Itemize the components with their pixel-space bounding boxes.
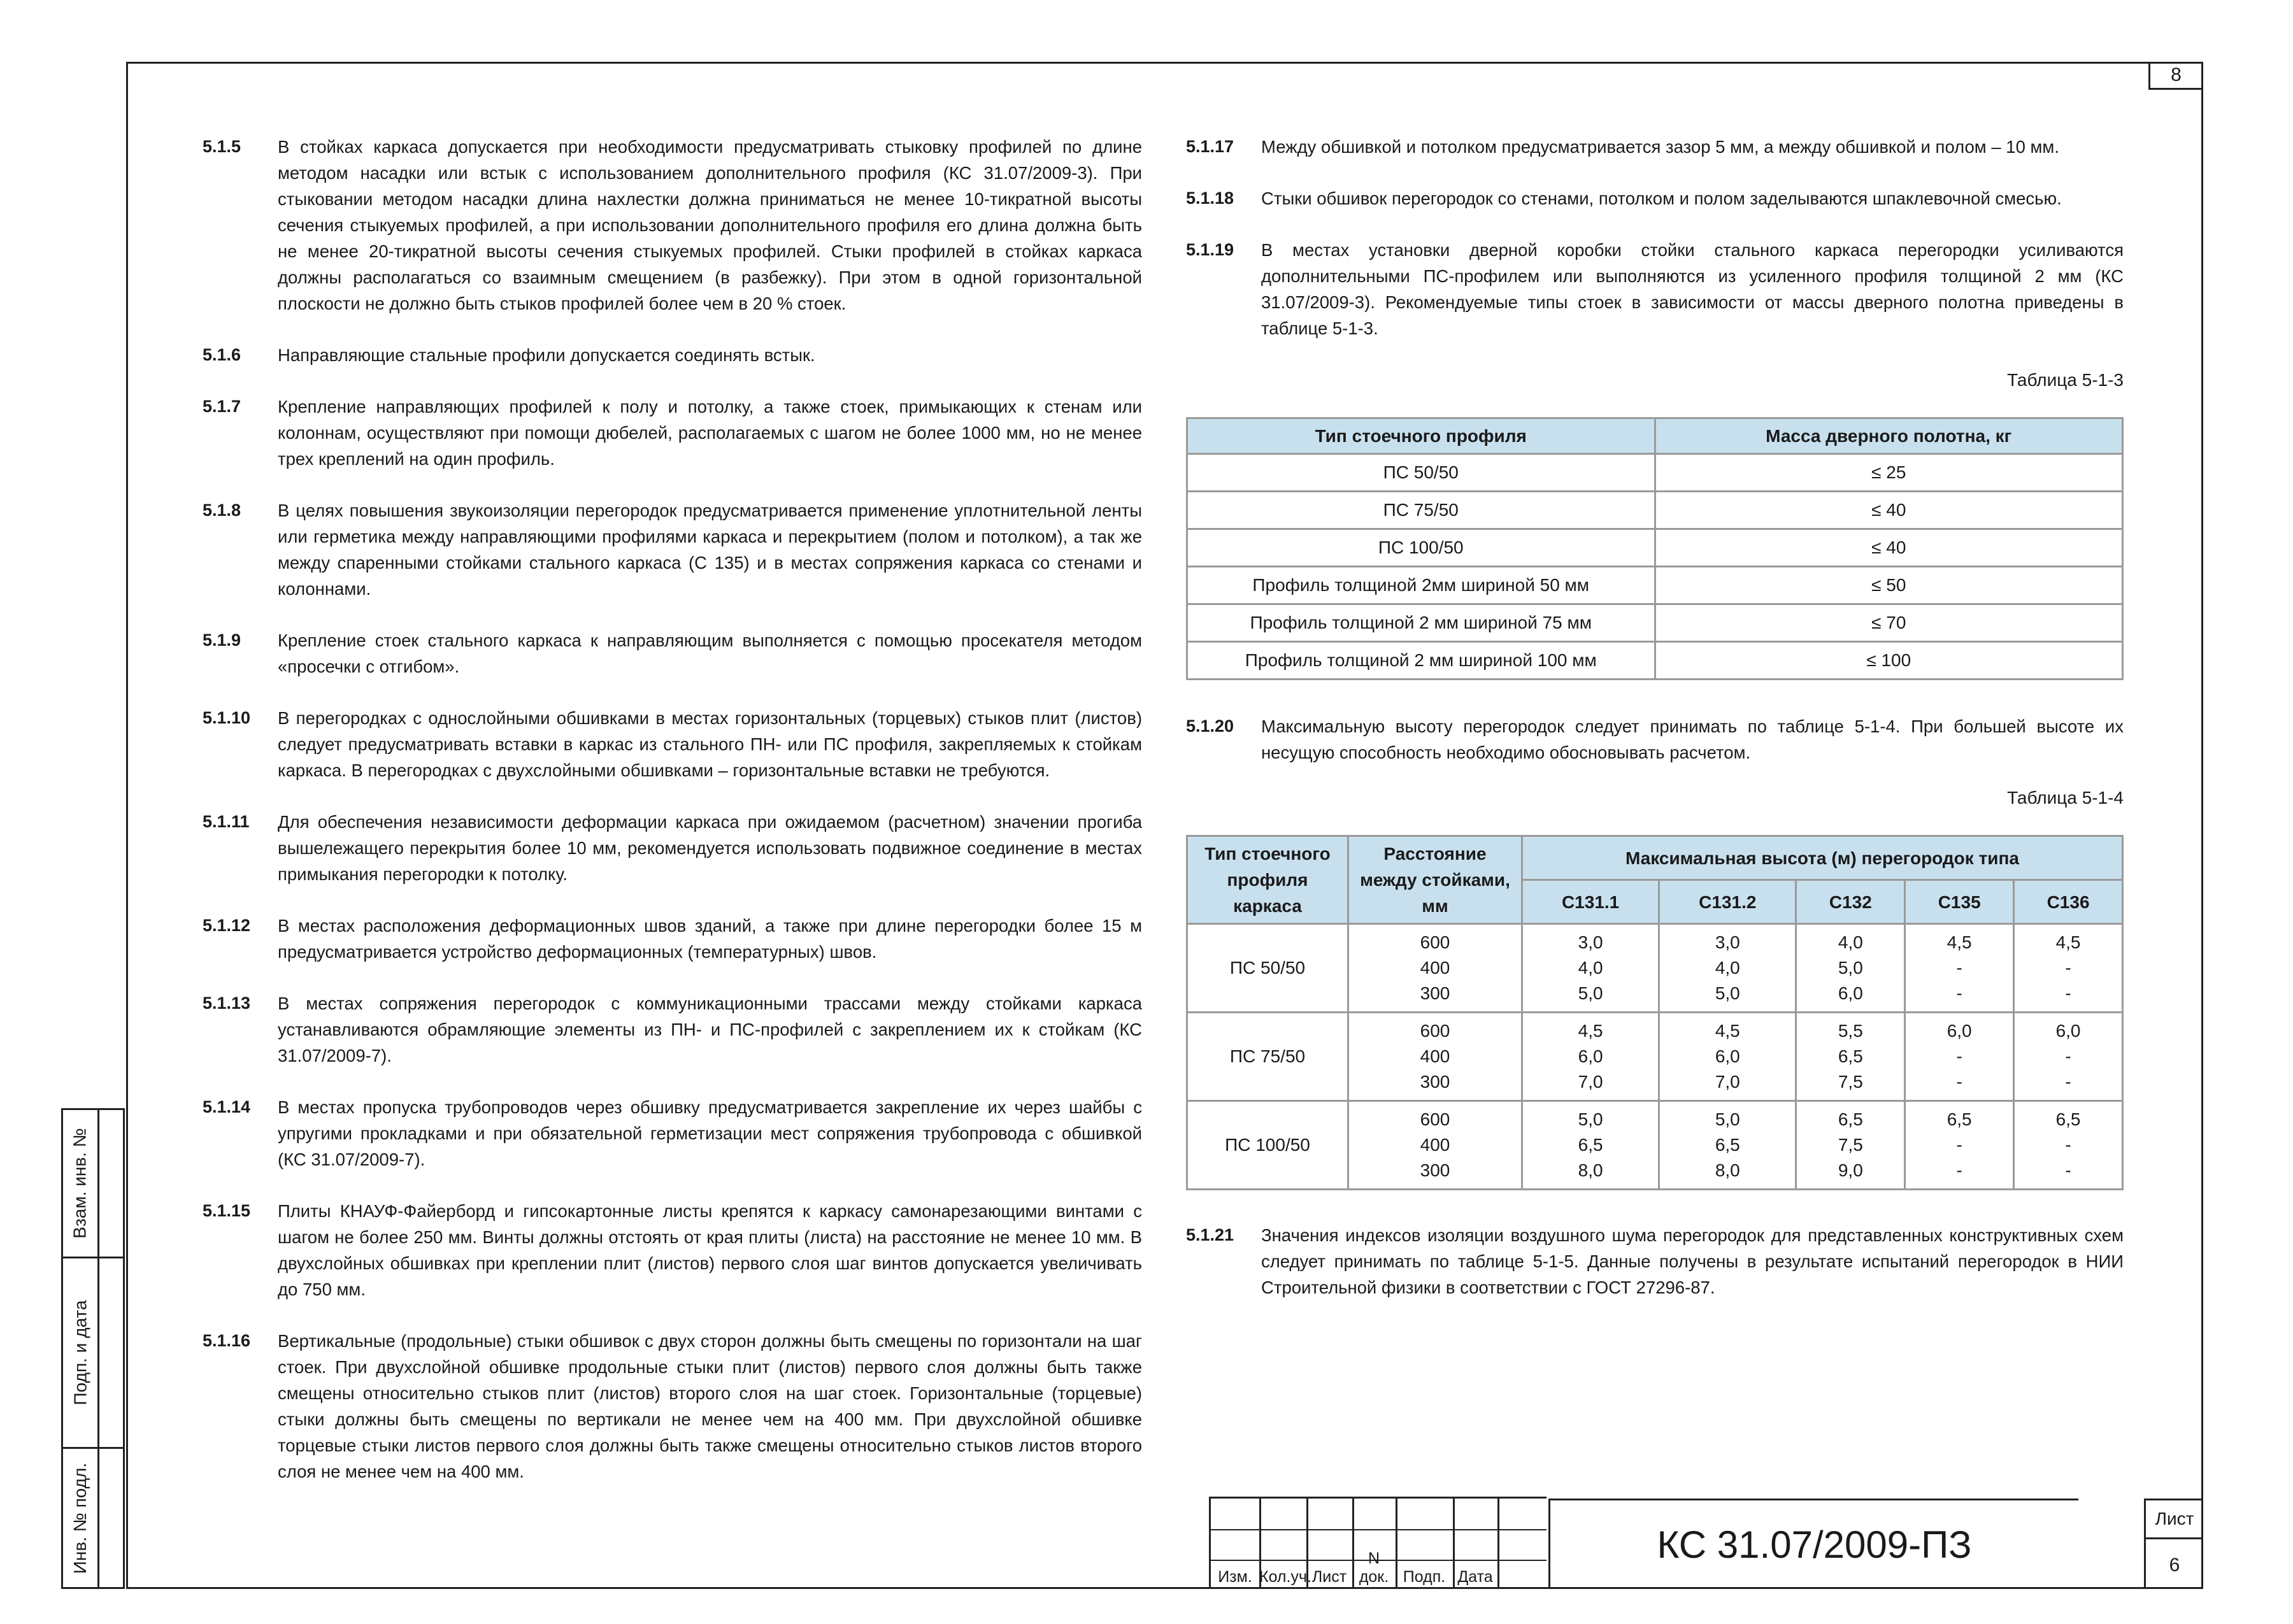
table-cell: 4,5 - - — [2014, 924, 2123, 1013]
table-cell: ПС 75/50 — [1187, 1013, 1348, 1101]
table-cell: Профиль толщиной 2мм шириной 50 мм — [1187, 567, 1655, 604]
paragraph-number: 5.1.5 — [203, 137, 241, 156]
paragraph-number: 5.1.15 — [203, 1201, 251, 1220]
paragraph-text: Крепление стоек стального каркаса к направляющим выполняется с помощью просекателя методом «просечки с отгибом». — [278, 630, 1142, 676]
paragraph — [1186, 185, 2124, 211]
table-cell: 3,0 4,0 5,0 — [1659, 924, 1796, 1013]
paragraph-number: 5.1.8 — [203, 501, 241, 520]
paragraph-text: Крепление направляющих профилей к полу и потолку, а также стоек, примыкающих к стенам или колоннам, осуществляют при помощи дюбелей, располагаемых с шагом не более 1000 мм, но не менее трех креплений на один профиль. — [278, 397, 1142, 469]
paragraph — [203, 990, 1142, 1069]
paragraph-text: Вертикальные (продольные) стыки обшивок с двух сторон должны быть смещены по горизонтали на шаг стоек. При двухслойной обшивке продольные стыки плит (листов) первого слоя должны быть также смещены относительно стыков плит (листов) второго слоя на шаг стоек. Горизонтальные (торцевые) стыки должны быть смещены по вертикали не менее чем на 400 мм. При двухслойной обшивке торцевые стыки листов первого слоя должны быть также смещены относительно стыков листов второго слоя не менее чем на 400 мм. — [278, 1331, 1142, 1481]
table-cell: 600 400 300 — [1348, 1013, 1522, 1101]
table-cell: 3,0 4,0 5,0 — [1522, 924, 1659, 1013]
stamp-label: Подп. — [1403, 1568, 1446, 1586]
table-subheader: С132 — [1796, 880, 1905, 924]
table-row — [1187, 492, 2123, 529]
stamp-label: Лист — [1311, 1568, 1347, 1586]
table-header: Тип стоечного профиля — [1187, 418, 1655, 454]
table-row — [1187, 529, 2123, 567]
table-cell: ПС 100/50 — [1187, 1101, 1348, 1190]
table-cell: 5,0 6,5 8,0 — [1522, 1101, 1659, 1190]
sheet-number: 6 — [2169, 1555, 2180, 1576]
table-row — [1187, 1013, 2123, 1101]
table-cell: ПС 50/50 — [1187, 454, 1655, 492]
paragraph — [203, 627, 1142, 680]
paragraph — [203, 497, 1142, 602]
paragraph-text: Направляющие стальные профили допускается соединять встык. — [278, 345, 815, 365]
table-cell: Профиль толщиной 2 мм шириной 75 мм — [1187, 604, 1655, 642]
paragraph — [203, 705, 1142, 783]
left-column — [203, 134, 1142, 1510]
table-cell: 4,0 5,0 6,0 — [1796, 924, 1905, 1013]
paragraph-number: 5.1.11 — [203, 812, 250, 831]
table-cell: ПС 100/50 — [1187, 529, 1655, 567]
table-cell: ≤ 50 — [1655, 567, 2123, 604]
table-5-1-3-caption: Таблица 5-1-3 — [2007, 370, 2124, 390]
paragraph-number: 5.1.18 — [1186, 189, 1234, 208]
side-label: Взам. инв. № — [70, 1128, 90, 1239]
door-mass-table — [1186, 417, 2124, 680]
table-5-1-4-caption: Таблица 5-1-4 — [2007, 788, 2124, 808]
paragraph-text: В местах пропуска трубопроводов через обшивку предусматривается закрепление их через шайбы с упругими прокладками и при обязательной герметизации мест сопряжения трубопровода с обшивкой (КС 31.07/2009-7). — [278, 1097, 1142, 1169]
paragraph — [1186, 1222, 2124, 1300]
paragraph — [1186, 134, 2124, 160]
paragraph-text: Стыки обшивок перегородок со стенами, потолком и полом заделываются шпаклевочной смесью. — [1261, 189, 2062, 208]
right-column — [1186, 134, 2124, 1326]
table-cell: 5,5 6,5 7,5 — [1796, 1013, 1905, 1101]
paragraph-number: 5.1.12 — [203, 916, 251, 935]
paragraph — [203, 1094, 1142, 1172]
table-cell: ≤ 25 — [1655, 454, 2123, 492]
revision-grid — [1209, 1497, 1547, 1589]
paragraph-number: 5.1.14 — [203, 1097, 251, 1116]
table-cell: 6,5 - - — [2014, 1101, 2123, 1190]
paragraph-number: 5.1.10 — [203, 708, 251, 727]
paragraph-text: Для обеспечения независимости деформации каркаса при ожидаемом (расчетном) значении прогиба вышележащего перекрытия более 10 мм, рекомендуется использовать подвижное соединение в местах примыкания перегородки к потолку. — [278, 812, 1142, 884]
paragraph-number: 5.1.16 — [203, 1331, 251, 1350]
paragraph-text: В перегородках с однослойными обшивками в местах горизонтальных (торцевых) стыков плит (листов) следует предусматривать вставки в каркас из стального ПН- или ПС профиля, закрепляемых к стойкам каркаса. В перегородках с двухслойными обшивками – горизонтальные вставки не требуются. — [278, 708, 1142, 780]
table-cell: ≤ 40 — [1655, 529, 2123, 567]
paragraph-number: 5.1.21 — [1186, 1225, 1234, 1244]
table-cell: 600 400 300 — [1348, 1101, 1522, 1190]
paragraph-number: 5.1.17 — [1186, 137, 1234, 156]
paragraph-number: 5.1.13 — [203, 994, 251, 1013]
sheet-box — [2144, 1499, 2203, 1589]
stamp-label: Изм. — [1218, 1568, 1252, 1586]
table-subheader: С136 — [2014, 880, 2123, 924]
side-label: Подп. и дата — [70, 1300, 90, 1406]
table-subheader: С135 — [1905, 880, 2014, 924]
paragraph-text: В местах установки дверной коробки стойки стального каркаса перегородки усиливаются дополнительными ПС-профилем или выполняются из усиленного профиля толщиной 2 мм (КС 31.07/2009-3). Рекомендуемые типы стоек в зависимости от массы дверного полотна приведены в таблице 5-1-3. — [1261, 240, 2124, 338]
table-subheader: С131.2 — [1659, 880, 1796, 924]
table-cell: Профиль толщиной 2 мм шириной 100 мм — [1187, 642, 1655, 680]
paragraph-number: 5.1.9 — [203, 630, 241, 650]
table-cell: 600 400 300 — [1348, 924, 1522, 1013]
paragraph-text: Максимальную высоту перегородок следует принимать по таблице 5-1-4. При большей высоте их несущую способность необходимо обосновывать расчетом. — [1261, 716, 2124, 762]
paragraph-text: Между обшивкой и потолком предусматривается зазор 5 мм, а между обшивкой и полом – 10 мм. — [1261, 137, 2059, 157]
paragraph-number: 5.1.7 — [203, 397, 241, 416]
table-cell: ПС 75/50 — [1187, 492, 1655, 529]
paragraph — [203, 134, 1142, 317]
stamp-label: Кол.уч. — [1259, 1568, 1311, 1586]
table-row — [1187, 604, 2123, 642]
table-header: Масса дверного полотна, кг — [1655, 418, 2123, 454]
table-cell: 4,5 6,0 7,0 — [1659, 1013, 1796, 1101]
title-block — [1209, 1497, 2203, 1589]
paragraph-number: 5.1.20 — [1186, 716, 1234, 736]
paragraph — [1186, 237, 2124, 341]
table-cell: ≤ 70 — [1655, 604, 2123, 642]
paragraph-text: В стойках каркаса допускается при необходимости предусматривать стыковку профилей по длине методом насадки или встык с использованием дополнительного профиля (КС 31.07/2009-3). При стыковании методом насадки длина нахлестки должна приниматься не менее 10-тикратной высоты сечения стыкуемых профилей, а при использовании дополнительного профиля его длина должна быть не менее 20-тикратной высоты сечения стыкуемых профилей. Стыки профилей в стойках каркаса должны располагаться со взаимным смещением (в разбежку). При этом в одной горизонтальной плоскости не должно быть стыков профилей более чем в 20 % стоек. — [278, 137, 1142, 313]
stamp-label: Дата — [1457, 1568, 1493, 1586]
side-stamp-inv — [61, 1447, 125, 1589]
paragraph-number: 5.1.6 — [203, 345, 241, 364]
table-cell: ≤ 40 — [1655, 492, 2123, 529]
max-height-table — [1186, 835, 2124, 1190]
paragraph-text: В местах сопряжения перегородок с коммуникационными трассами между стойками каркаса устанавливаются обрамляющие элементы из ПН- и ПС-профилей с закреплением их к стойкам (КС 31.07/2009-7). — [278, 994, 1142, 1065]
paragraph — [203, 342, 1142, 368]
table-row — [1187, 454, 2123, 492]
paragraph — [203, 1328, 1142, 1485]
side-stamp-vzam — [61, 1108, 125, 1258]
table-cell: 4,5 6,0 7,0 — [1522, 1013, 1659, 1101]
paragraph-text: Плиты КНАУФ-Файерборд и гипсокартонные листы крепятся к каркасу самонарезающими винтами с шагом не более 250 мм. Винты должны отстоять от края плиты (листа) на расстояние не менее 10 мм. В двухслойных обшивках при креплении плит (листов) первого слоя шаг винтов допускается увеличивать до 750 мм. — [278, 1201, 1142, 1299]
paragraph-text: В местах расположения деформационных швов зданий, а также при длине перегородки более 15 м предусматривается устройство деформационных (температурных) швов. — [278, 916, 1142, 962]
side-stamp-podp — [61, 1257, 125, 1449]
table-subheader: С131.1 — [1522, 880, 1659, 924]
table-cell: 6,5 7,5 9,0 — [1796, 1101, 1905, 1190]
table-row — [1187, 642, 2123, 680]
table-cell: ПС 50/50 — [1187, 924, 1348, 1013]
paragraph — [1186, 713, 2124, 766]
table-cell: ≤ 100 — [1655, 642, 2123, 680]
paragraph-text: В целях повышения звукоизоляции перегородок предусматривается применение уплотнительной ленты или герметика между направляющими профилями каркаса и перекрытием (полом и потолком), а так же между спаренными стойками стального каркаса (С 135) и в местах сопряжения каркаса со стенами и колоннами. — [278, 501, 1142, 599]
paragraph — [203, 809, 1142, 887]
paragraph-text: Значения индексов изоляции воздушного шума перегородок для представленных конструктивных схем следует принимать по таблице 5-1-5. Данные получены в результате испытаний перегородок в НИИ Строительной физики в соответствии с ГОСТ 27296-87. — [1261, 1225, 2124, 1297]
table-header: Максимальная высота (м) перегородок типа — [1522, 836, 2123, 880]
table-cell: 4,5 - - — [1905, 924, 2014, 1013]
paragraph — [203, 394, 1142, 472]
page-number: 8 — [2148, 62, 2202, 90]
table-cell: 6,0 - - — [2014, 1013, 2123, 1101]
paragraph-number: 5.1.19 — [1186, 240, 1234, 259]
table-header: Расстояние между стойками, мм — [1348, 836, 1522, 924]
table-row — [1187, 924, 2123, 1013]
paragraph — [203, 1198, 1142, 1302]
stamp-label: N док. — [1359, 1549, 1389, 1586]
table-header: Тип стоечного профиля каркаса — [1187, 836, 1348, 924]
table-cell: 6,0 - - — [1905, 1013, 2014, 1101]
paragraph — [203, 913, 1142, 965]
table-cell: 6,5 - - — [1905, 1101, 2014, 1190]
table-row — [1187, 567, 2123, 604]
sheet-label: Лист — [2146, 1500, 2203, 1539]
side-label: Инв. № подл. — [70, 1462, 90, 1574]
table-cell: 5,0 6,5 8,0 — [1659, 1101, 1796, 1190]
table-row — [1187, 1101, 2123, 1190]
document-code: КС 31.07/2009-ПЗ — [1548, 1499, 2078, 1589]
